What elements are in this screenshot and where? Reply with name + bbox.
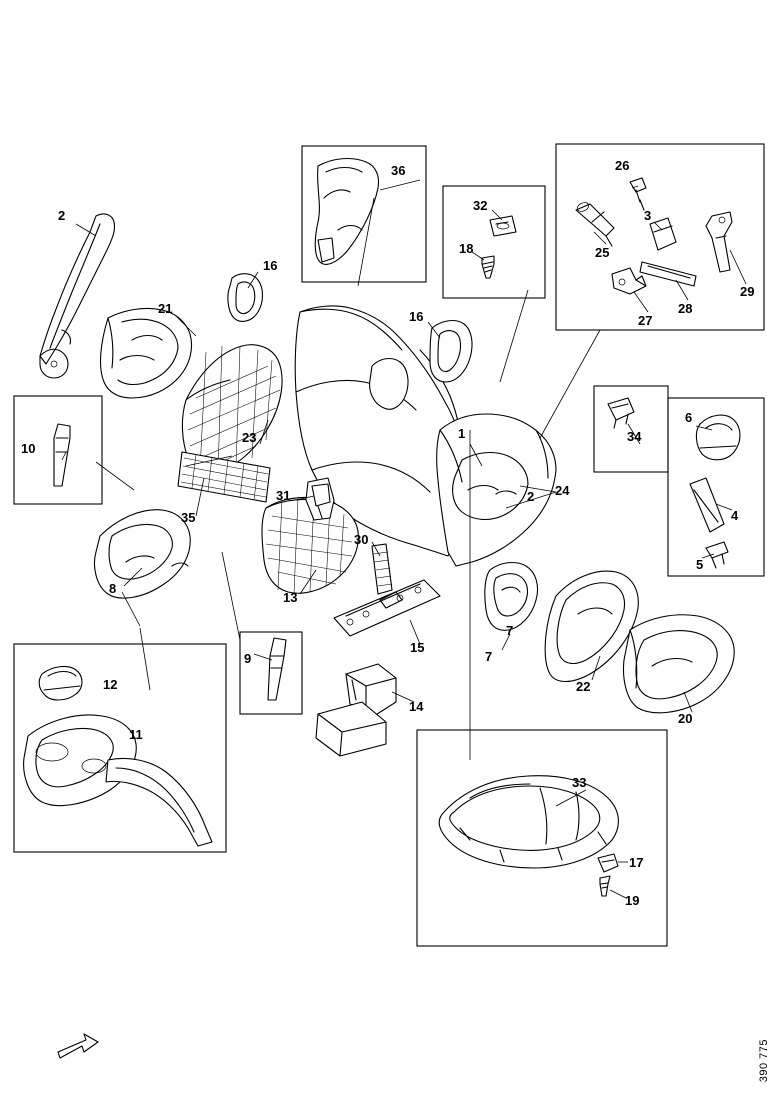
part-16-left-bracket (228, 274, 263, 322)
callout-3: 3 (644, 208, 652, 223)
callout-16b: 16 (409, 309, 424, 324)
callout-33: 33 (572, 775, 587, 790)
part-23-grille-panel (182, 345, 282, 473)
callout-2: 2 (58, 208, 66, 223)
callout-15: 15 (410, 640, 425, 655)
part-16b-right-bracket (430, 321, 472, 382)
callout-14: 14 (409, 699, 424, 714)
callout-7b: 7 (506, 623, 514, 638)
part-5-plug (706, 542, 728, 568)
callout-32: 32 (473, 198, 488, 213)
callout-6: 6 (685, 410, 693, 425)
callout-13: 13 (283, 590, 298, 605)
callout-5: 5 (696, 557, 704, 572)
callout-36: 36 (391, 163, 406, 178)
part-9-rod (268, 638, 286, 700)
part-20-right-lower-trim (624, 615, 735, 713)
callout-10: 10 (21, 441, 36, 456)
callout-21: 21 (158, 301, 173, 316)
part-29-bracket (706, 212, 732, 272)
callout-9: 9 (244, 651, 252, 666)
callout-8: 8 (109, 581, 117, 596)
callout-4: 4 (731, 508, 739, 523)
callout-35: 35 (181, 510, 196, 525)
callout-7: 7 (485, 649, 493, 664)
callout-30: 30 (354, 532, 369, 547)
callout-25: 25 (595, 245, 610, 260)
callout-1: 1 (458, 426, 466, 441)
part-6-cap (696, 415, 740, 460)
part-3-bush (650, 218, 676, 250)
callout-17: 17 (629, 855, 644, 870)
part-18-screw (482, 256, 494, 278)
callout-23: 23 (242, 430, 257, 445)
part-26-screw (630, 178, 646, 210)
part-11-floor-trim (24, 715, 212, 846)
part-14-console-bin (316, 664, 396, 756)
callout-19: 19 (625, 893, 640, 908)
part-28-rod (640, 262, 696, 286)
callout-20: 20 (678, 711, 693, 726)
callout-34: 34 (627, 429, 642, 444)
part-33-tray (439, 776, 618, 868)
callout-26: 26 (615, 158, 630, 173)
part-36-trim-panel (315, 159, 378, 265)
part-25-cylinder (576, 201, 614, 246)
callout-24: 24 (555, 483, 570, 498)
callout-12: 12 (103, 677, 118, 692)
part-19-screw (600, 876, 610, 896)
callout-2b: 2 (527, 489, 535, 504)
callout-31: 31 (276, 488, 291, 503)
part-32-clip (490, 216, 516, 236)
part-24-side-panel (437, 414, 556, 566)
callout-18: 18 (459, 241, 474, 256)
part-13-center-grille (262, 497, 358, 594)
callout-16: 16 (263, 258, 278, 273)
part-30-strip (372, 544, 392, 594)
part-21-left-lower-panel (101, 308, 192, 398)
callout-29: 29 (740, 284, 755, 299)
part-35-mesh-insert (178, 452, 270, 502)
callout-27: 27 (638, 313, 653, 328)
part-10-rod (54, 424, 70, 486)
vehicle-forward-arrow (58, 1034, 98, 1058)
callout-28: 28 (678, 301, 693, 316)
callout-11: 11 (129, 727, 143, 742)
part-7-housing (485, 563, 538, 631)
part-34-clip (608, 398, 634, 428)
part-17-clip (598, 854, 618, 872)
part-12-clip (39, 667, 82, 700)
sheet-code: 390 775 (758, 1038, 770, 1082)
callout-22: 22 (576, 679, 591, 694)
